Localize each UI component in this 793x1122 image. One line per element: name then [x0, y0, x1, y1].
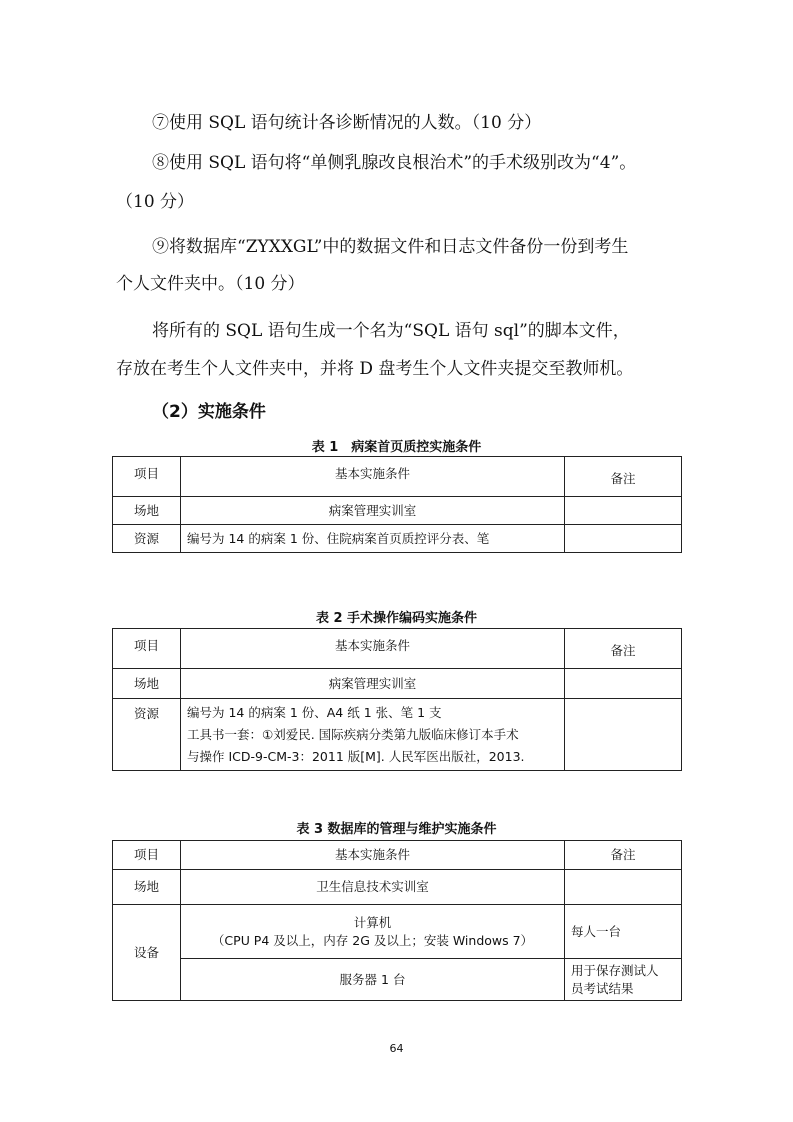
table-cell-note — [565, 525, 682, 553]
table-header-note: 备注 — [565, 841, 682, 870]
table-row — [113, 870, 682, 905]
table-cell-condition: 卫生信息技术实训室 — [181, 870, 565, 905]
table-cell-item: 场地 — [113, 497, 181, 525]
table-cell-item: 场地 — [113, 870, 181, 905]
paragraph-7: ⑦使用 SQL 语句统计各诊断情况的人数。（10 分） — [152, 113, 542, 133]
table-row — [113, 959, 682, 1001]
table-row — [113, 629, 682, 669]
table-2 — [112, 628, 682, 771]
page-number: 64 — [389, 1042, 404, 1055]
paragraph-9: ⑨将数据库“ZYXXGL”中的数据文件和日志文件备份一份到考生 — [152, 237, 629, 257]
table-row — [113, 841, 682, 870]
table-header-condition: 基本实施条件 — [181, 457, 565, 497]
paragraph-8: ⑧使用 SQL 语句将“单侧乳腺改良根治术”的手术级别改为“4”。 — [152, 153, 637, 173]
paragraph-script-cont: 存放在考生个人文件夹中，并将 D 盘考生个人文件夹提交至教师机。 — [116, 359, 634, 379]
table-cell-item: 场地 — [113, 669, 181, 699]
condition-line: 与操作 ICD-9-CM-3：2011 版[M]. 人民军医出版社，2013. — [187, 748, 525, 764]
condition-line: 计算机 — [353, 914, 392, 930]
table-cell-note — [565, 959, 682, 1001]
paragraph-script: 将所有的 SQL 语句生成一个名为“SQL 语句 sql”的脚本文件， — [152, 321, 630, 341]
condition-line: 编号为 14 的病案 1 份、A4 纸 1 张、笔 1 支 — [187, 704, 442, 720]
table-header-condition: 基本实施条件 — [181, 629, 565, 669]
paragraph-9-cont: 个人文件夹中。（10 分） — [116, 274, 305, 294]
table-cell-note — [565, 497, 682, 525]
table-cell-condition — [181, 905, 565, 959]
table-cell-note: 每人一台 — [565, 905, 682, 959]
table-cell-condition: 病案管理实训室 — [181, 497, 565, 525]
table-cell-item: 资源 — [113, 525, 181, 553]
table-row — [113, 457, 682, 497]
table-row — [113, 525, 682, 553]
note-line: 用于保存测试人 — [571, 962, 659, 978]
table-3-caption: 表 3 数据库的管理与维护实施条件 — [296, 822, 497, 837]
note-line: 员考试结果 — [571, 980, 634, 996]
table-cell-note — [565, 699, 682, 771]
table-cell-condition: 编号为 14 的病案 1 份、住院病案首页质控评分表、笔 — [181, 525, 565, 553]
table-cell-note — [565, 669, 682, 699]
section-heading: （2）实施条件 — [152, 402, 266, 422]
table-cell-note — [565, 870, 682, 905]
table-cell-item: 设备 — [113, 905, 181, 1001]
table-3 — [112, 840, 682, 1001]
table-cell-condition: 病案管理实训室 — [181, 669, 565, 699]
paragraph-8-cont: （10 分） — [116, 192, 195, 212]
table-row — [113, 497, 682, 525]
table-row — [113, 669, 682, 699]
table-header-note: 备注 — [565, 629, 682, 669]
condition-line: 工具书一套：①刘爱民. 国际疾病分类第九版临床修订本手术 — [187, 726, 519, 742]
table-header-condition: 基本实施条件 — [181, 841, 565, 870]
table-cell-condition: 服务器 1 台 — [181, 959, 565, 1001]
table-cell-item: 资源 — [113, 699, 181, 771]
table-2-caption: 表 2 手术操作编码实施条件 — [315, 611, 478, 626]
table-row — [113, 699, 682, 771]
table-row — [113, 905, 682, 959]
table-1-caption: 表 1 病案首页质控实施条件 — [311, 440, 482, 455]
condition-line: （CPU P4 及以上，内存 2G 及以上；安装 Windows 7） — [211, 932, 534, 948]
table-cell-condition — [181, 699, 565, 771]
table-header-item: 项目 — [113, 841, 181, 870]
table-header-item: 项目 — [113, 457, 181, 497]
table-header-note: 备注 — [565, 457, 682, 497]
table-header-item: 项目 — [113, 629, 181, 669]
table-1 — [112, 456, 682, 553]
